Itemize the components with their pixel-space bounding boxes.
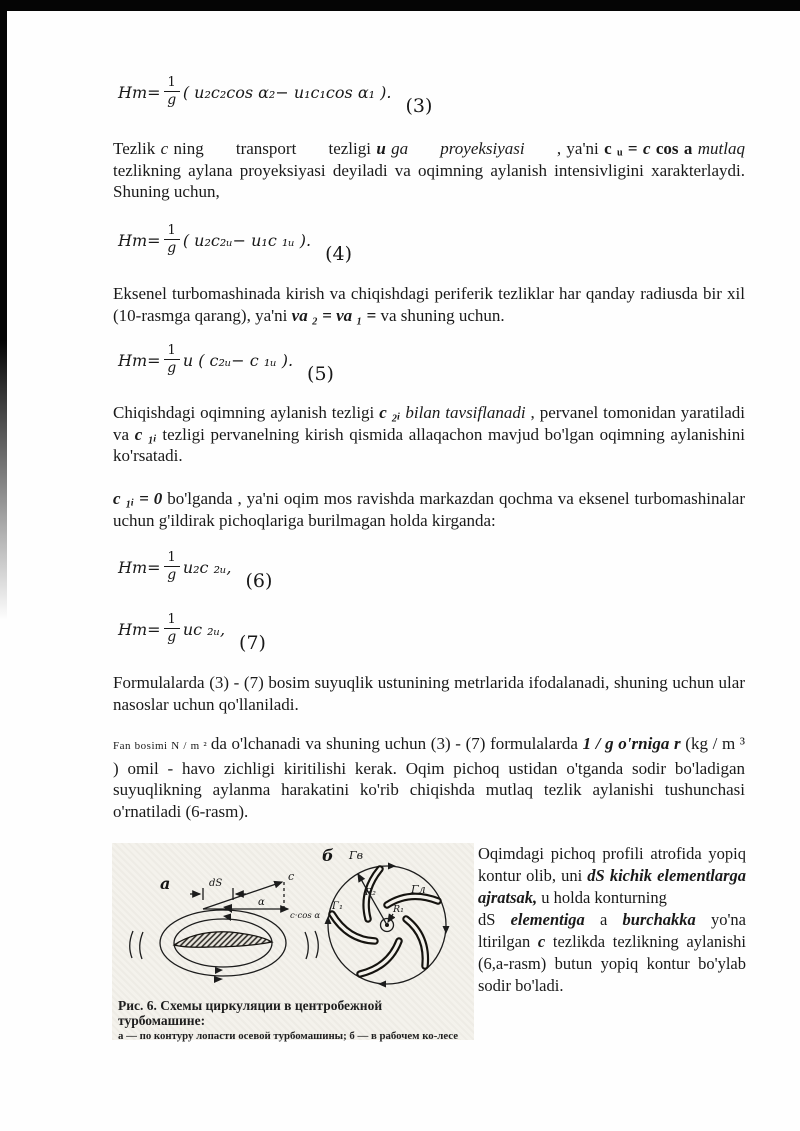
circulation-arrow: [214, 976, 223, 983]
circulation-arrow: [215, 967, 223, 974]
fraction-numerator: 1: [164, 224, 180, 240]
rotation-arrow: [443, 926, 450, 934]
formula-rhs: ( u₂c₂cos α₂− u₁c₁cos α₁ ).: [182, 82, 392, 102]
formula-5: [118, 343, 334, 385]
fraction-denominator: g: [167, 240, 177, 256]
label-alpha: α: [258, 897, 265, 908]
fraction: [164, 76, 180, 108]
formula-rhs: ( u₂c₂ᵤ− u₁c ₁ᵤ ).: [182, 230, 312, 250]
formula-6: [118, 550, 273, 592]
rotation-arrow: [388, 863, 396, 870]
side-paragraph-1: Oqimdagi pichoq profili atrofida yopiq kontur olib, uni dS kichik elementlarga ajratsak, u holda konturning: [478, 844, 746, 907]
label-c: c: [288, 870, 295, 883]
paragraph-1: Tezlik c ning transport tezligi u ga proyeksiyasi , ya'ni c ᵤ = c cos a mutlaq tezlikning aylana proyeksiyasi deyiladi va oqimning aylanish intensivligini xarakterlaydi. Shuning uchun,: [113, 139, 750, 202]
fraction-numerator: 1: [164, 551, 180, 567]
label-ds: dS: [209, 878, 223, 889]
fraction-denominator: g: [167, 567, 177, 583]
fraction-denominator: g: [167, 360, 177, 376]
equation-number: (5): [307, 363, 334, 385]
label-r1: R₁: [393, 904, 404, 915]
formula-rhs: u₂c ₂ᵤ,: [182, 557, 232, 577]
label-gamma-v: Γв: [349, 849, 364, 862]
label-ccos-alpha: c·cos α: [290, 911, 321, 921]
formula-rhs: uc ₂ᵤ,: [182, 619, 226, 639]
fraction-denominator: g: [167, 629, 177, 645]
formula-lhs: Hm=: [118, 350, 161, 370]
fraction-numerator: 1: [164, 613, 180, 629]
fraction-numerator: 1: [164, 76, 180, 92]
figure-6: [112, 843, 474, 1040]
paragraph-3: Chiqishdagi oqimning aylanish tezligi c ₂ᵢ bilan tavsiflanadi , pervanel tomonidan yaratiladi va c ₁ᵢ tezligi pervanelning kirish qismida allaqachon mavjud bo'lgan oqimning aylanishini ko'rsatadi.: [113, 403, 745, 466]
paragraph-5: Formulalarda (3) - (7) bosim suyuqlik ustunining metrlarida ifodalanadi, shuning uchun ular nasoslar uchun qo'llaniladi.: [113, 673, 745, 714]
airfoil-profile: [174, 932, 272, 947]
figure-6-diagram: [112, 843, 474, 991]
paragraph-6: Fan bosimi N / m ² da o'lchanadi va shuning uchun (3) - (7) formulalarda 1 / g o'rniga r (kg / m ³ ) omil - havo zichligi kiritilishi kerak. Oqim pichoq ustidan o'tganda sodir bo'ladigan suyuqlikning aylanma harakatini ko'rib chiqishda mutlaq tezlik aylanishi tushunchasi o'rnatiladi (6-rasm).: [113, 734, 745, 821]
formula-rhs: u ( c₂ᵤ− c ₁ᵤ ).: [182, 350, 294, 370]
equation-number: (7): [239, 632, 266, 654]
label-a: а: [160, 874, 171, 893]
formula-lhs: Hm=: [118, 230, 161, 250]
rotation-arrow: [378, 981, 386, 988]
formula-7: [118, 612, 266, 654]
scan-edge-top: [0, 0, 800, 11]
label-b: б: [322, 846, 334, 865]
label-gamma-1: Γ₁: [332, 901, 343, 912]
flow-mark-right: [305, 932, 308, 959]
figure-side-text: [478, 843, 746, 997]
equation-number: (4): [325, 243, 353, 265]
formula-lhs: Hm=: [118, 619, 161, 639]
formula-lhs: Hm=: [118, 82, 161, 102]
label-r2: R₂: [365, 887, 376, 898]
equation-number: (6): [245, 570, 273, 592]
paragraph-4: c ₁ᵢ = 0 bo'lganda , ya'ni oqim mos ravishda markazdan qochma va eksenel turbomashinalar uchun g'ildirak pichoqlariga burilmagan holda kirganda:: [113, 489, 745, 530]
figure-caption-subtitle: а — по контуру лопасти осевой турбомашины; б — в рабочем ко-лесе: [118, 1030, 458, 1042]
equation-number: (3): [405, 95, 433, 117]
flow-mark-right: [315, 931, 318, 958]
flow-mark-left: [140, 932, 143, 959]
side-paragraph-2: dS elementiga a burchakka yo'na ltirilgan c tezlikda tezlikning aylanishi (6,a-rasm) butun yopiq kontur bo'ylab sodir bo'ladi.: [478, 910, 746, 995]
fraction: [164, 551, 180, 583]
label-gamma-l: Γл: [411, 883, 426, 896]
fraction: [164, 224, 180, 256]
scan-edge-left: [0, 0, 7, 620]
figure-caption-title: Рис. 6. Схемы циркуляции в центробежной турбомашине:: [118, 998, 383, 1028]
circulation-arrow: [223, 914, 231, 922]
fraction-denominator: g: [167, 92, 177, 108]
formula-3: [118, 75, 433, 117]
fraction: [164, 344, 180, 376]
fraction: [164, 613, 180, 645]
paragraph-2: Eksenel turbomashinada kirish va chiqishdagi periferik tezliklar har qanday radiusda bir xil (10-rasmga qarang), ya'ni va ₂ = va ₁ = va shuning uchun.: [113, 284, 745, 325]
fraction-numerator: 1: [164, 344, 180, 360]
flow-mark-left: [130, 931, 133, 958]
figure-caption: [112, 996, 474, 1043]
formula-4: [118, 223, 353, 265]
formula-lhs: Hm=: [118, 557, 161, 577]
